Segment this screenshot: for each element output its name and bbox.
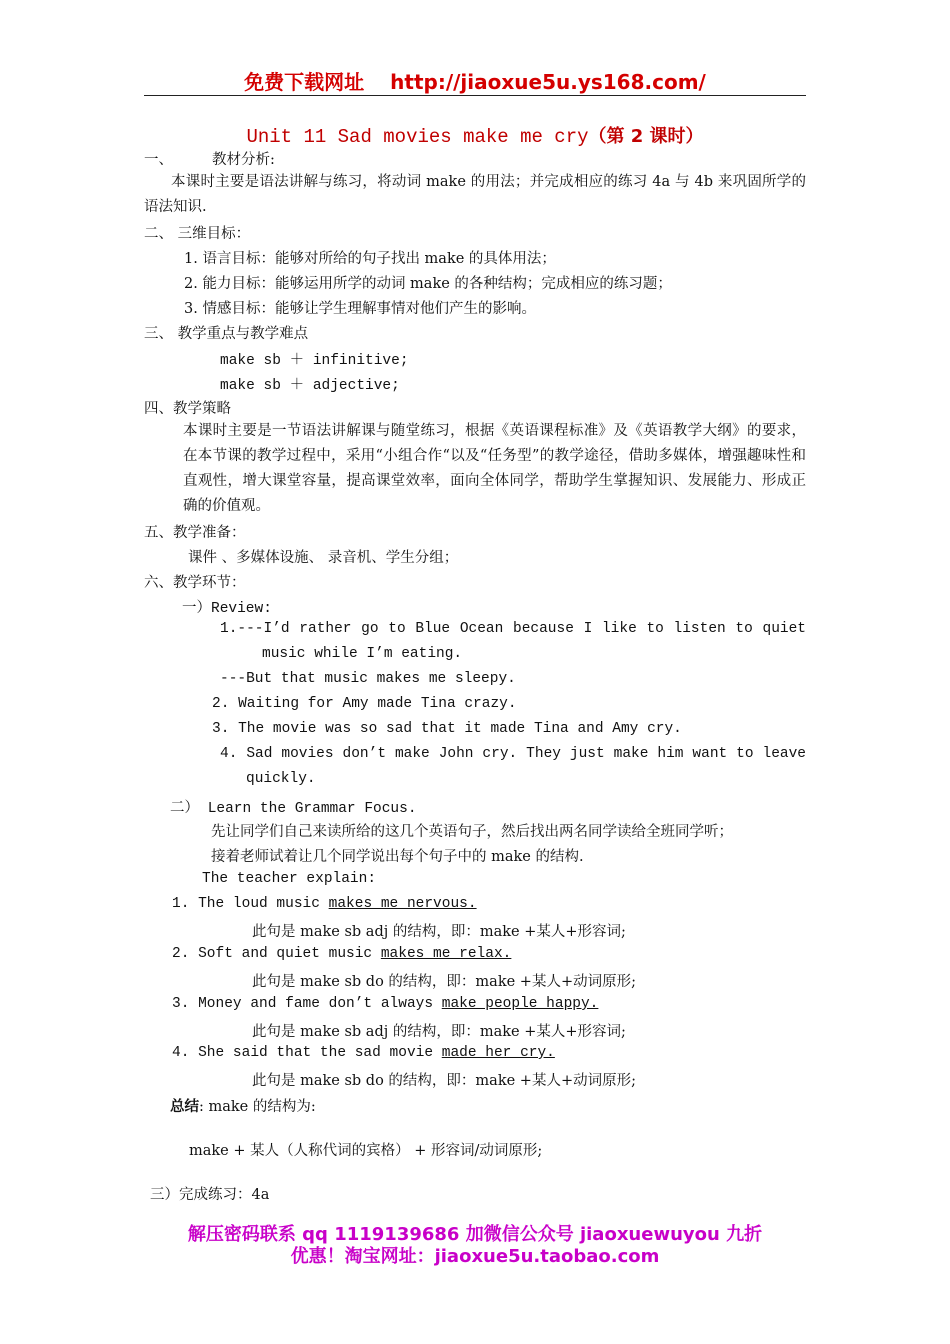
s1-text: 本课时主要是语法讲解与练习，将动词 make 的用法；并完成相应的练习 4a 与 4b 来巩固所学的语法知识. — [144, 174, 806, 215]
grammar-text-1: 先让同学们自己来读所给的这几个英语句子，然后找出两名同学读给全班同学听； — [211, 824, 733, 840]
review-line-4: 2. Waiting for Amy made Tina crazy. — [212, 696, 517, 712]
review-line-3: ---But that music makes me sleepy. — [220, 671, 516, 687]
review-line-7: quickly. — [246, 771, 316, 787]
practice-label: 三）完成练习：4a — [150, 1187, 270, 1203]
example-2-note: 此句是 make sb do 的结构，即：make +某人+动词原形; — [252, 974, 636, 990]
summary — [170, 1095, 316, 1116]
s4-heading: 四、教学策略 — [144, 401, 231, 417]
summary-text: : make 的结构为: — [199, 1099, 316, 1115]
s2-item-3: 3. 情感目标：能够让学生理解事情对他们产生的影响。 — [184, 301, 536, 317]
s1-heading: 教材分析: — [212, 152, 275, 168]
example-underlined: make people happy. — [441, 996, 599, 1012]
s2-item-1: 1. 语言目标：能够对所给的句子找出 make 的具体用法； — [184, 251, 556, 267]
example-num: 3. — [172, 996, 190, 1012]
example-underlined: makes me nervous. — [328, 896, 477, 912]
example-2 — [172, 946, 511, 962]
page-title — [0, 122, 950, 148]
example-3-note: 此句是 make sb adj 的结构，即：make +某人+形容词; — [252, 1024, 626, 1040]
summary-label: 总结 — [170, 1098, 199, 1115]
title-cn: （第 2 课时） — [588, 126, 704, 147]
summary-formula: make + 某人（人称代词的宾格） + 形容词/动词原形; — [189, 1143, 543, 1159]
footer-line-2: 优惠！淘宝网址：jiaoxue5u.taobao.com — [290, 1246, 660, 1267]
review-line-1: 1.---I’d rather go to Blue Ocean because I like to listen to quiet — [220, 621, 806, 637]
s1-heading-num: 一、 — [144, 152, 173, 168]
example-4 — [172, 1045, 555, 1061]
review-line-2: music while I’m eating. — [262, 646, 463, 662]
teacher-explain: The teacher explain: — [202, 871, 377, 887]
title-en: Unit 11 Sad movies make me cry — [246, 126, 589, 148]
s3-heading: 三、 教学重点与教学难点 — [144, 326, 309, 342]
grammar-label: 二） Learn the Grammar Focus. — [170, 801, 417, 817]
example-num: 2. — [172, 946, 190, 962]
s3-item-2: make sb ＋ adjective; — [220, 378, 400, 394]
example-4-note: 此句是 make sb do 的结构，即：make +某人+动词原形; — [252, 1073, 636, 1089]
example-num: 1. — [172, 896, 190, 912]
example-3 — [172, 996, 598, 1012]
example-sentence: The loud music — [198, 896, 329, 912]
example-1 — [172, 896, 477, 912]
s3-item-1: make sb ＋ infinitive; — [220, 353, 409, 369]
review-label: 一）Review: — [182, 601, 272, 617]
example-1-note: 此句是 make sb adj 的结构，即：make +某人+形容词; — [252, 924, 626, 940]
header-url-link[interactable]: http://jiaoxue5u.ys168.com/ — [390, 70, 706, 94]
page-header — [0, 66, 950, 95]
s5-text: 课件 、多媒体设施、 录音机、学生分组； — [188, 550, 459, 566]
review-line-5: 3. The movie was so sad that it made Tina and Amy cry. — [212, 721, 682, 737]
example-sentence: Money and fame don’t always — [198, 996, 442, 1012]
review-line-6: 4. Sad movies don’t make John cry. They just make him want to leave — [220, 746, 806, 762]
example-num: 4. — [172, 1045, 190, 1061]
footer-line-1: 解压密码联系 qq 1119139686 加微信公众号 jiaoxuewuyou 九折 — [187, 1224, 763, 1245]
example-sentence: She said that the sad movie — [198, 1045, 442, 1061]
s5-heading: 五、教学准备： — [144, 525, 246, 541]
s2-heading: 二、 三维目标： — [144, 226, 251, 242]
grammar-text-2: 接着老师试着让几个同学说出每个句子中的 make 的结构. — [211, 849, 584, 865]
header-divider — [144, 95, 806, 96]
s6-heading: 六、教学环节： — [144, 575, 246, 591]
header-label: 免费下载网址 — [244, 70, 365, 94]
example-underlined: makes me relax. — [380, 946, 512, 962]
s2-item-2: 2. 能力目标：能够运用所学的动词 make 的各种结构；完成相应的练习题； — [184, 276, 672, 292]
example-sentence: Soft and quiet music — [198, 946, 381, 962]
example-underlined: made her cry. — [441, 1045, 555, 1061]
s4-text: 本课时主要是一节语法讲解课与随堂练习，根据《英语课程标准》及《英语教学大纲》的要求，在本节课的教学过程中，采用“小组合作“以及“任务型”的教学途径，借助多媒体，增强趣味性和直观性，增大课堂容量，提高课堂效率，面向全体同学，帮助学生掌握知识、发展能力、形成正确的价值观。 — [183, 423, 806, 514]
